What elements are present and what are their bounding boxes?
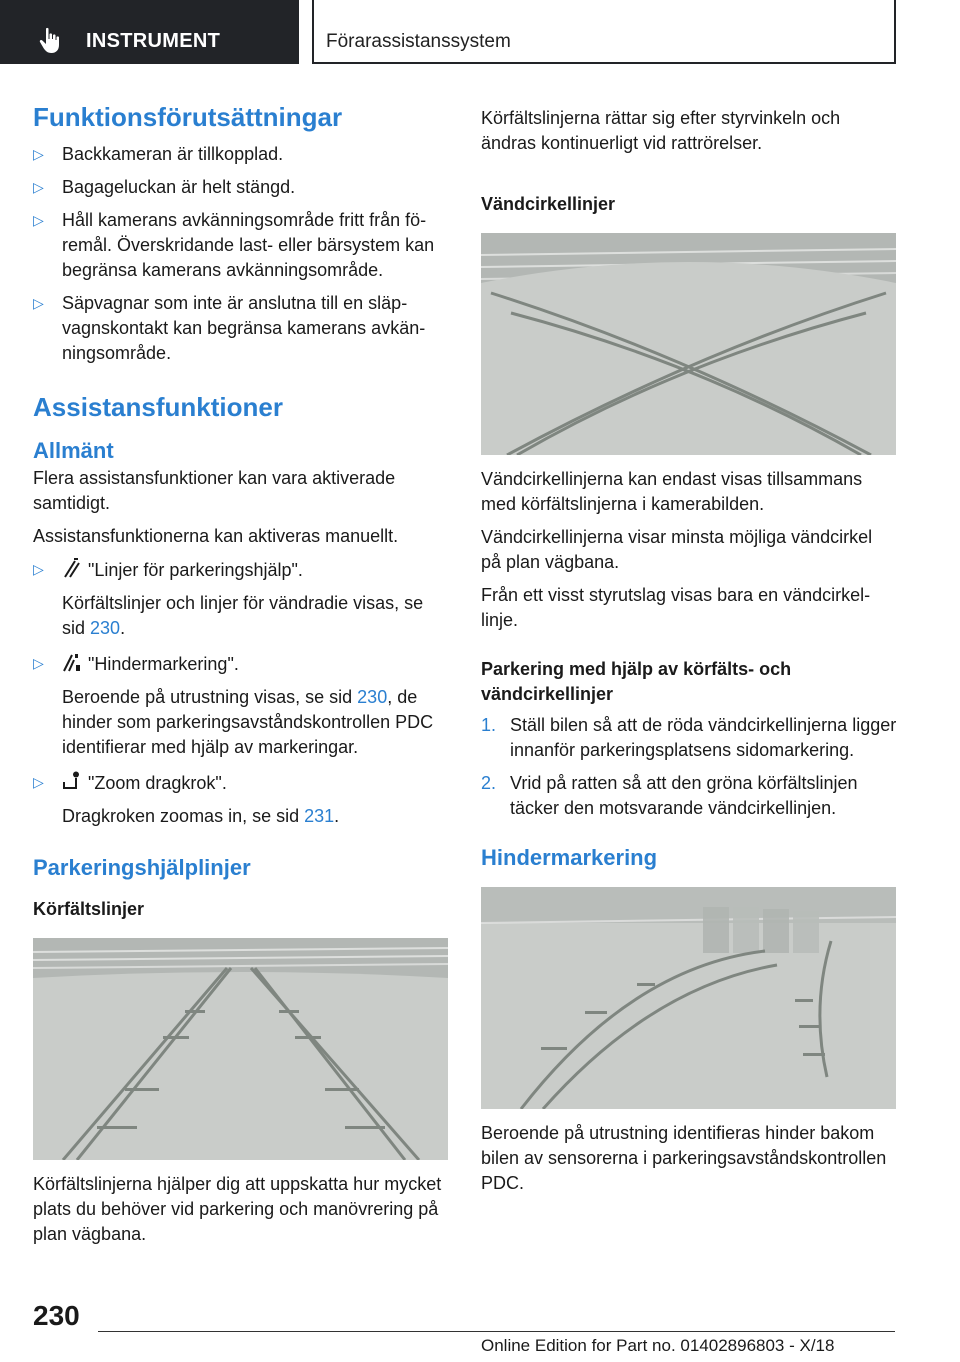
paragraph-general-2: Assistansfunktionerna kan aktiveras manuellt.	[33, 526, 399, 546]
list-item: 2. Vrid på ratten så att den gröna körfältslinjen täcker den motsvarande vändcirkellinjen.	[481, 773, 858, 818]
paragraph-lane-lines-steering: Körfältslinjerna rättar sig efter styrvinkeln och ändras kontinuerligt vid rattrörelser.	[481, 108, 841, 153]
list-item: ▷ "Zoom dragkrok". Dragkroken zoomas in, se sid 231.	[33, 770, 449, 829]
heading-turning-circle: Vändcirkellinjer	[481, 194, 616, 214]
heading-lane-lines: Körfältslinjer	[33, 899, 145, 919]
lane-lines-figure	[33, 938, 448, 1160]
heading-parking-with-lines: Parkering med hjälp av körfälts- och vändcirkellinjer	[481, 659, 792, 704]
paragraph-obstacle: Beroende på utrustning identifieras hinder bakom bilen av sensorerna i parkeringsavståndskontrollen PDC.	[481, 1123, 887, 1193]
list-item: ▷ Bagageluckan är helt stängd.	[33, 177, 296, 197]
page-number: 230	[33, 1300, 80, 1331]
paragraph-general-1: Flera assistansfunktioner kan vara aktiverade samtidigt.	[33, 468, 396, 513]
function-parking-lines-label: "Linjer för parkeringshjälp".	[88, 560, 303, 580]
heading-parking-lines: Parkeringshjälplinjer	[33, 855, 251, 880]
page-link-231[interactable]: 231	[304, 806, 335, 826]
parking-lines-icon	[62, 557, 82, 579]
obstacle-marking-figure	[481, 887, 896, 1109]
turning-circle-figure	[481, 233, 896, 455]
heading-obstacle-marking: Hindermarkering	[481, 845, 658, 870]
paragraph-turning-2: Vändcirkellinjerna visar minsta möjliga vändcirkel på plan vägbana.	[481, 527, 873, 572]
header-section-title: INSTRUMENT	[86, 30, 221, 52]
paragraph-turning-3: Från ett visst styrutslag visas bara en vändcirkellinje.	[481, 585, 871, 630]
obstacle-marking-icon	[62, 651, 82, 673]
function-obstacle-label: "Hindermarkering".	[88, 654, 239, 674]
function-tow-hook-label: "Zoom dragkrok".	[88, 773, 227, 793]
list-item: 1. Ställ bilen så att de röda vändcirkellinjerna ligger innanför parkeringsplatsens sidomarkering.	[481, 715, 897, 760]
functions-list	[33, 557, 449, 829]
heading-assist-functions: Assistansfunktioner	[33, 392, 283, 422]
footer-divider	[98, 1331, 895, 1332]
paragraph-lane-lines: Körfältslinjerna hjälper dig att uppskatta hur mycket plats du behöver vid parkering och manövrering på plan vägbana.	[33, 1174, 442, 1244]
list-item: ▷ Backkameran är tillkopplad.	[33, 144, 284, 164]
header-section-tab	[0, 0, 299, 64]
hand-icon	[38, 26, 62, 54]
footer-edition: Online Edition for Part no. 01402896803 - X/18	[481, 1336, 835, 1355]
list-item: ▷ "Hindermarkering". Beroende på utrustning visas, se sid 230, de hinder som parkeringsavståndskontrollen PDC identifierar med hjälp av markeringar.	[33, 651, 449, 760]
heading-prerequisites: Funktionsförutsättningar	[33, 102, 343, 132]
right-column	[481, 106, 897, 1196]
heading-general: Allmänt	[33, 438, 114, 463]
header-chapter-tab	[312, 0, 896, 64]
left-column	[33, 100, 449, 1247]
tow-hook-icon	[62, 770, 82, 792]
page-link-230[interactable]: 230	[357, 687, 388, 707]
header-chapter-title: Förarassistanssystem	[326, 31, 511, 52]
page-link-230[interactable]: 230	[90, 618, 121, 638]
prerequisites-list	[33, 142, 449, 366]
list-item: ▷ Håll kamerans avkänningsområde fritt från föremål. Överskridande last- eller bärsystem kan begränsa kamerans avkänningsområde.	[33, 210, 435, 280]
parking-steps-list	[481, 713, 897, 821]
list-item: ▷ "Linjer för parkeringshjälp". Körfältslinjer och linjer för vändradie visas, se sid 230.	[33, 557, 449, 641]
paragraph-turning-1: Vändcirkellinjerna kan endast visas tillsammans med körfältslinjerna i kamerabilden.	[481, 469, 863, 514]
list-item: ▷ Säpvagnar som inte är anslutna till en släpvagnskontakt kan begränsa kamerans avkänningsområde.	[33, 293, 426, 363]
